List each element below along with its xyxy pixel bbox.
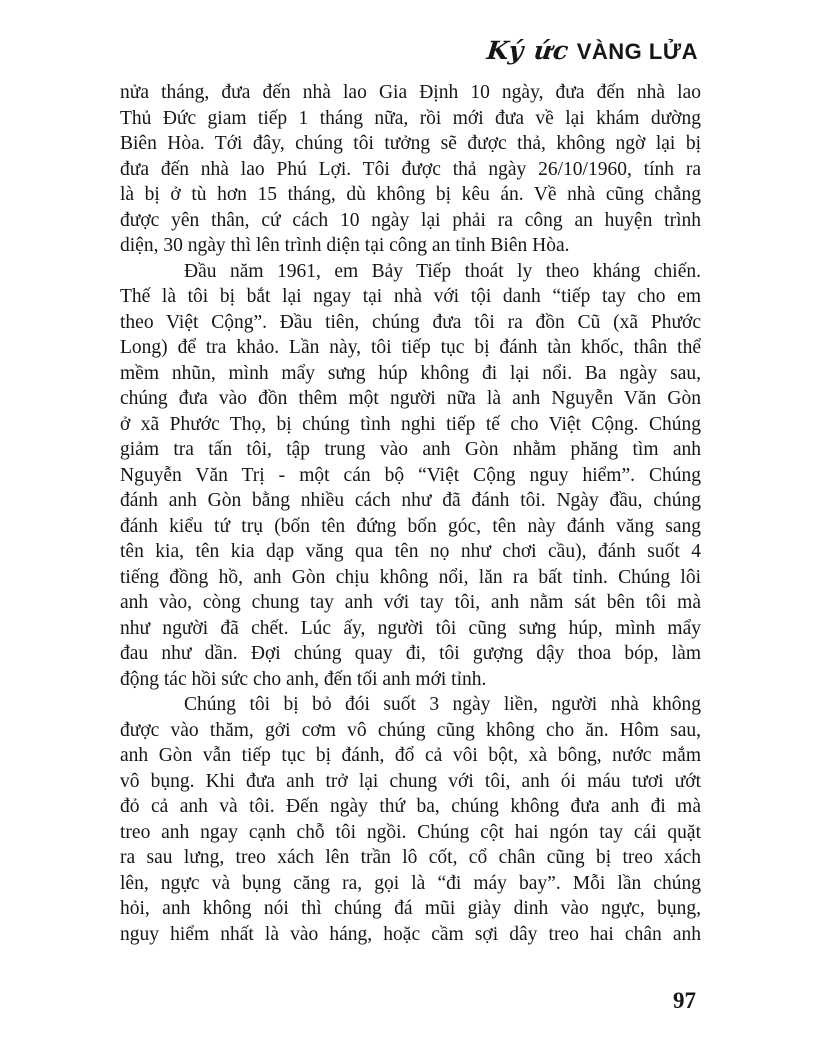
text-line: anh Gòn vẫn tiếp tục bị đánh, đổ cả vôi bột, xà bông, nước mắm	[120, 745, 701, 766]
header-series-title-script: Ký ức	[484, 36, 571, 65]
running-header	[484, 36, 699, 65]
text-line: động tác hồi sức cho anh, đến tối anh mới tỉnh.	[120, 668, 487, 690]
text-line: hỏi, anh không nói thì chúng đá mũi giày dinh vào ngực, bụng,	[120, 898, 701, 919]
text-line: ở xã Phước Thọ, bị chúng tình nghi tiếp tế cho Việt Cộng. Chúng	[120, 413, 701, 435]
text-line: tên kia, tên kia dạp văng qua tên nọ như chơi cầu), đánh suốt 4	[120, 541, 701, 562]
paragraph	[120, 259, 701, 693]
text-line: Đầu năm 1961, em Bảy Tiếp thoát ly theo kháng chiến.	[184, 260, 701, 282]
page-text	[120, 80, 701, 947]
text-line: tiếng đồng hồ, anh Gòn chịu không nổi, lăn ra bất tỉnh. Chúng lôi	[120, 566, 701, 588]
text-line: ra sau lưng, treo xách lên trần lô cốt, cổ chân cũng bị treo xách	[120, 847, 701, 868]
text-line: anh vào, còng chung tay anh với tay tôi, anh nằm sát bên tôi mà	[120, 592, 701, 613]
page-number: 97	[673, 988, 696, 1013]
text-line: nửa tháng, đưa đến nhà lao Gia Định 10 ngày, đưa đến nhà lao	[120, 82, 701, 103]
text-line: theo Việt Cộng”. Đầu tiên, chúng đưa tôi ra đồn Cũ (xã Phước	[120, 311, 701, 333]
text-line: diện, 30 ngày thì lên trình diện tại công an tỉnh Biên Hòa.	[120, 235, 570, 256]
text-line: Thế là tôi bị bắt lại ngay tại nhà với tội danh “tiếp tay cho em	[120, 286, 701, 307]
text-line: giảm tra tấn tôi, tập trung vào anh Gòn nhằm phăng tìm anh	[120, 439, 701, 460]
text-line: đau như dần. Đợi chúng quay đi, tôi gượng dậy thoa bóp, làm	[120, 643, 701, 664]
text-line: chúng đưa vào đồn thêm một người nữa là anh Nguyễn Văn Gòn	[120, 388, 701, 409]
text-line: đỏ cả anh và tôi. Đến ngày thứ ba, chúng không đưa anh đi mà	[120, 796, 701, 817]
text-line: được yên thân, cứ cách 10 ngày lại phải ra công an huyện trình	[120, 209, 701, 231]
text-line: treo anh ngay cạnh chỗ tôi ngồi. Chúng cột hai ngón tay cái quặt	[120, 821, 701, 843]
text-line: mềm nhũn, mình mẩy sưng húp không đi lại nổi. Ba ngày sau,	[120, 362, 701, 384]
paragraph	[120, 692, 701, 947]
text-line: là bị ở tù hơn 15 tháng, dù không bị kêu án. Về nhà cũng chẳng	[120, 184, 701, 205]
text-line: đưa đến nhà lao Phú Lợi. Tôi được thả ngày 26/10/1960, tính ra	[120, 158, 701, 180]
text-line: đánh kiểu tứ trụ (bốn tên đứng bốn góc, tên này đánh văng sang	[120, 515, 701, 537]
text-line: lên, ngực và bụng căng ra, gọi là “đi máy bay”. Mỗi lần chúng	[120, 872, 701, 894]
text-line: Chúng tôi bị bỏ đói suốt 3 ngày liền, người nhà không	[184, 694, 701, 715]
text-line: Thủ Đức giam tiếp 1 tháng nữa, rồi mới đưa về lại khám dường	[120, 107, 701, 129]
paragraph	[120, 80, 701, 259]
text-line: vô bụng. Khi đưa anh trở lại chung với tôi, anh ói máu tươi ướt	[120, 770, 701, 792]
text-line: đánh anh Gòn bằng nhiều cách như đã đánh tôi. Ngày đầu, chúng	[120, 490, 701, 511]
header-series-title-bold: VÀNG LỬA	[576, 39, 698, 64]
text-line: được vào thăm, gởi cơm vô chúng cũng không cho ăn. Hôm sau,	[120, 719, 701, 741]
text-line: như người đã chết. Lúc ấy, người tôi cũng sưng húp, mình mẩy	[120, 617, 701, 639]
text-line: Nguyễn Văn Trị - một cán bộ “Việt Cộng nguy hiểm”. Chúng	[120, 464, 701, 486]
text-line: nguy hiểm nhất là vào háng, hoặc cầm sợi dây treo hai chân anh	[120, 923, 701, 945]
text-line: Biên Hòa. Tới đây, chúng tôi tưởng sẽ được thả, không ngờ lại bị	[120, 133, 701, 154]
text-line: Long) để tra khảo. Lần này, tôi tiếp tục bị đánh tàn khốc, thân thể	[120, 337, 701, 358]
